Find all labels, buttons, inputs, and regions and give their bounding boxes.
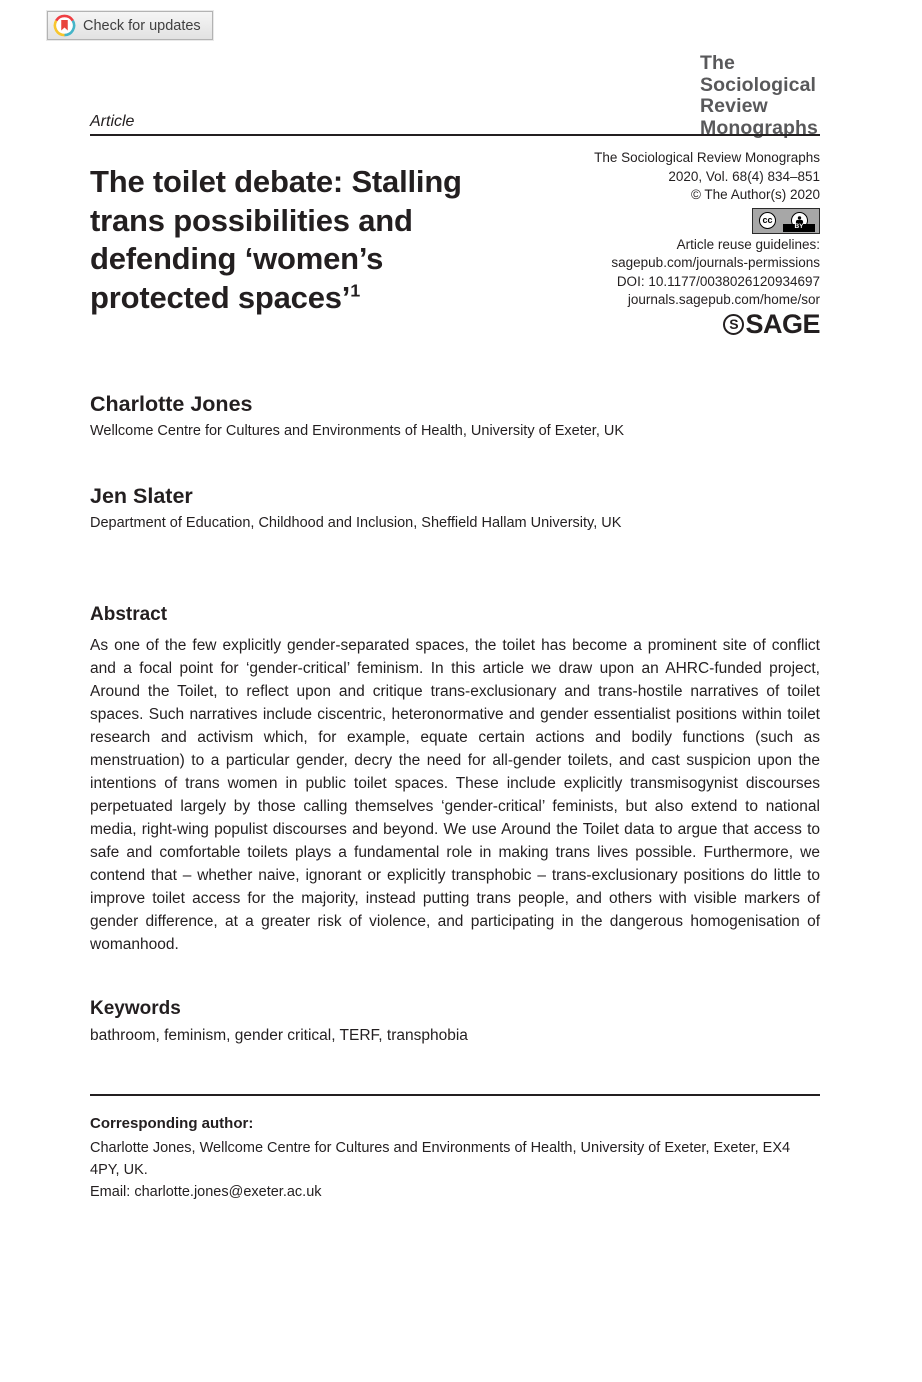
journal-logo-line: Review (700, 95, 768, 117)
corresponding-author-email[interactable]: Email: charlotte.jones@exeter.ac.uk (90, 1183, 322, 1200)
title-line-text: protected spaces’ (90, 279, 351, 315)
meta-journal-name: The Sociological Review Monographs (594, 150, 820, 165)
check-for-updates-label: Check for updates (83, 17, 201, 34)
article-metadata (550, 149, 820, 339)
article-title (90, 163, 462, 335)
meta-reuse-guidelines-label: Article reuse guidelines: (676, 236, 820, 252)
meta-volume-pages: 2020, Vol. 68(4) 834–851 (668, 168, 820, 184)
meta-permissions-link[interactable]: sagepub.com/journals-permissions (611, 255, 820, 270)
meta-journal-homepage-link[interactable]: journals.sagepub.com/home/sor (627, 292, 820, 307)
cc-icon: cc (759, 212, 776, 229)
keywords-section (90, 998, 820, 1045)
cc-by-license-badge[interactable] (752, 208, 820, 234)
sage-logo-text: SAGE (745, 308, 820, 339)
meta-copyright: © The Author(s) 2020 (690, 187, 820, 202)
author-block (90, 392, 820, 439)
journal-logo-line: Monographs (700, 116, 818, 139)
author-name: Charlotte Jones (90, 391, 253, 416)
footer-rule (90, 1094, 820, 1096)
journal-logo-line: The (700, 52, 735, 74)
authors-section (90, 392, 820, 531)
article-type-label: Article (90, 113, 135, 130)
journal-logo-line: Sociological (700, 73, 817, 96)
title-footnote-marker[interactable]: 1 (350, 280, 361, 301)
title-line: The toilet debate: Stalling (90, 164, 462, 199)
author-affiliation: Wellcome Centre for Cultures and Environments of Health, University of Exeter, UK (90, 422, 625, 439)
license-by-label: BY (783, 224, 815, 232)
abstract-section (90, 604, 820, 956)
abstract-text: As one of the few explicitly gender-separated spaces, the toilet has become a prominent site of conflict and a focal point for ‘gender-critical’ feminism. In this article we draw upon an AHRC-funded project, Around the Toilet, to reflect upon and critique trans-exclusionary and trans-hostile narratives of toilet spaces. Such narratives include ciscentric, heteronormative and gender essentialist positions within toilet research and activism which, for example, equate certain actions and bodily functions (such as menstruation) to a particular gender, decry the need for all-gender toilets, and cast suspicion upon the intentions of trans women in public toilet spaces. These include explicitly transmisogynist discourses perpetuated largely by those calling themselves ‘gender-critical’ feminists, but also extend to national media, right-wing populist discourses and beyond. We use Around the Toilet data to argue that access to safe and comfortable toilets plays a fundamental role in making trans lives possible. Furthermore, we contend that – whether naive, ignorant or explicitly transphobic – trans-exclusionary positions do little to improve toilet access for the majority, instead putting trans people, and others with visible markers of gender difference, at a greater risk of violence, and participating in the dangerous homogenisation of womanhood. (90, 636, 820, 953)
corresponding-author-section (90, 1115, 820, 1203)
author-block (90, 484, 820, 531)
corresponding-author-heading: Corresponding author: (90, 1114, 254, 1132)
sage-publisher-logo (550, 308, 820, 339)
author-name: Jen Slater (90, 483, 193, 508)
abstract-heading: Abstract (90, 603, 168, 625)
author-affiliation: Department of Education, Childhood and Inclusion, Sheffield Hallam University, UK (90, 514, 622, 531)
title-line: trans possibilities and (90, 202, 413, 238)
meta-doi[interactable]: DOI: 10.1177/0038026120934697 (616, 273, 820, 289)
sage-s-icon: S (723, 314, 744, 335)
title-line: defending ‘women’s (90, 241, 384, 276)
keywords-list: bathroom, feminism, gender critical, TERF, transphobia (90, 1026, 468, 1044)
title-line (90, 279, 462, 318)
crossmark-icon (53, 14, 76, 37)
corresponding-author-address: Charlotte Jones, Wellcome Centre for Cultures and Environments of Health, University of Exeter, Exeter, EX4 4PY, UK. (90, 1139, 791, 1178)
keywords-heading: Keywords (90, 997, 181, 1019)
